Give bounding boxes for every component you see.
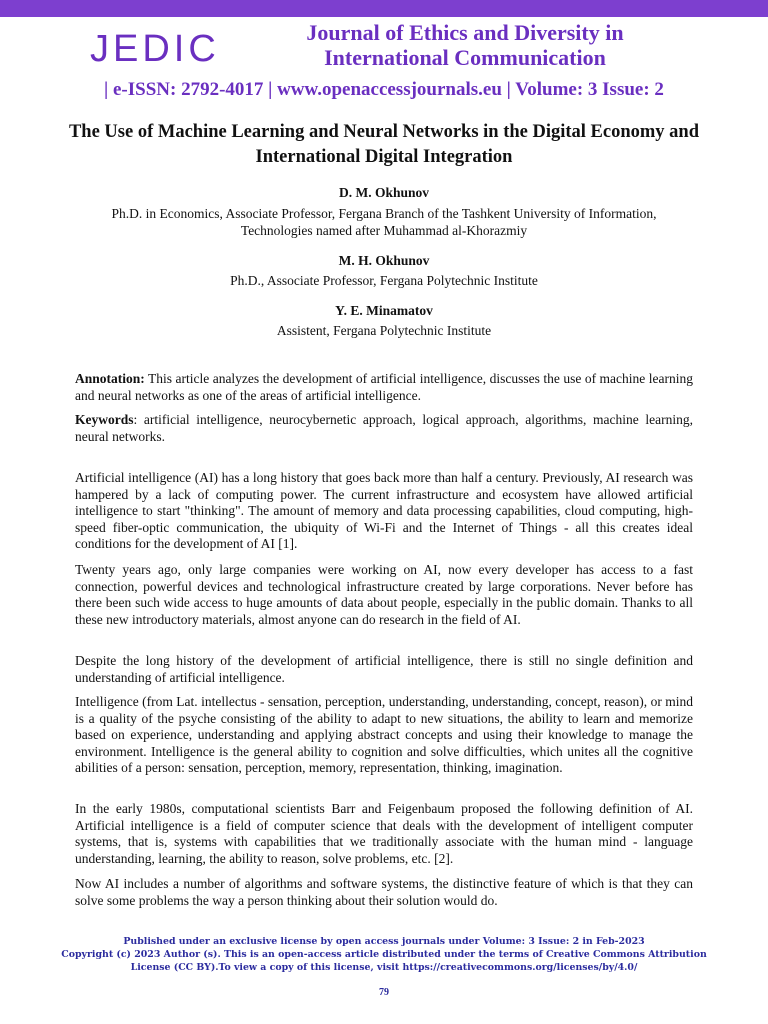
body-paragraph: In the early 1980s, computational scientists Barr and Feigenbaum proposed the following definition of AI. Artificial intelligence is a field of computer science that deals with the development of intelligent computer systems, that is, systems with capabilities that we traditionally associate with the human mind - language understanding, learning, the ability to reason, solve problems, etc. [2]. [75,801,693,866]
footer-published-line: Published under an exclusive license by open access journals under Volume: 3 Issue: 2 in Feb-2023 [123,936,645,947]
author-affiliation: Ph.D. in Economics, Associate Professor, Fergana Branch of the Tashkent University of Information, Technologies named after Muhammad al-Khorazmiy [111,206,657,238]
author-affiliation: Ph.D., Associate Professor, Fergana Polytechnic Institute [230,273,538,288]
issn-line: | e-ISSN: 2792-4017 | www.openaccessjournals.eu | Volume: 3 Issue: 2 [104,79,664,100]
footer-copyright-line: Copyright (c) 2023 Author (s). This is an open-access article distributed under the terms of Creative Commons Attribution License (CC BY).To view a copy of this license, visit https://creativecommons.org/licenses/by/4.0/ [61,949,707,973]
journal-logo: JEDIC [90,28,220,70]
keywords-text: : artificial intelligence, neurocybernetic approach, logical approach, algorithms, machine learning, neural networks. [75,412,693,444]
paper-title: The Use of Machine Learning and Neural Networks in the Digital Economy and International Digital Integration [68,122,700,167]
annotation-text: This article analyzes the development of artificial intelligence, discusses the use of machine learning and neural networks as one of the areas of artificial intelligence. [75,371,693,403]
body-paragraph: Twenty years ago, only large companies were working on AI, now every developer has access to a fast connection, powerful devices and technological infrastructure created by large corporations. Never before has there been such wide access to huge amounts of data about people, especially in the public domain. Thanks to all these new introductory materials, almost anyone can do research in the field of AI. [75,562,693,627]
keywords-label: Keywords [75,412,134,427]
keywords-paragraph [75,412,693,445]
body-paragraph: Now AI includes a number of algorithms and software systems, the distinctive feature of which is that they can solve some problems the way a person thinking about their solution would do. [75,876,693,908]
annotation-label: Annotation: [75,371,145,386]
author-name: M. H. Okhunov [338,253,430,268]
annotation-paragraph [75,371,693,404]
header-color-bar [0,0,768,17]
page-number: 79 [379,987,389,998]
body-paragraph: Intelligence (from Lat. intellectus - sensation, perception, understanding, understanding, concept, reason), or mind is a quality of the psyche consisting of the ability to adapt to new situations, the ability to learn and memorize based on experience, understanding and applying abstract concepts and using their knowledge to manage the environment. Intelligence is the general ability to cognition and solve difficulties, which unites all the cognitive abilities of a person: sensation, perception, memory, representation, thinking, imagination. [75,694,693,775]
author-affiliation: Assistent, Fergana Polytechnic Institute [276,323,492,338]
body-paragraph: Artificial intelligence (AI) has a long history that goes back more than half a century. Previously, AI research was hampered by a lack of computing power. The current infrastructure and ecosystem have allowed artificial intelligence to start "thinking". The amount of memory and data processing capabilities, cloud computing, high-speed fiber-optic communication, the ubiquity of Wi-Fi and the Internet of Things - all this creates ideal conditions for the development of AI [1]. [75,470,693,551]
author-name: D. M. Okhunov [338,185,430,200]
author-name: Y. E. Minamatov [335,303,433,318]
journal-title: Journal of Ethics and Diversity in International Communication [306,20,624,70]
body-paragraph: Despite the long history of the development of artificial intelligence, there is still no single definition and understanding of artificial intelligence. [75,653,693,685]
license-footer [60,935,708,974]
